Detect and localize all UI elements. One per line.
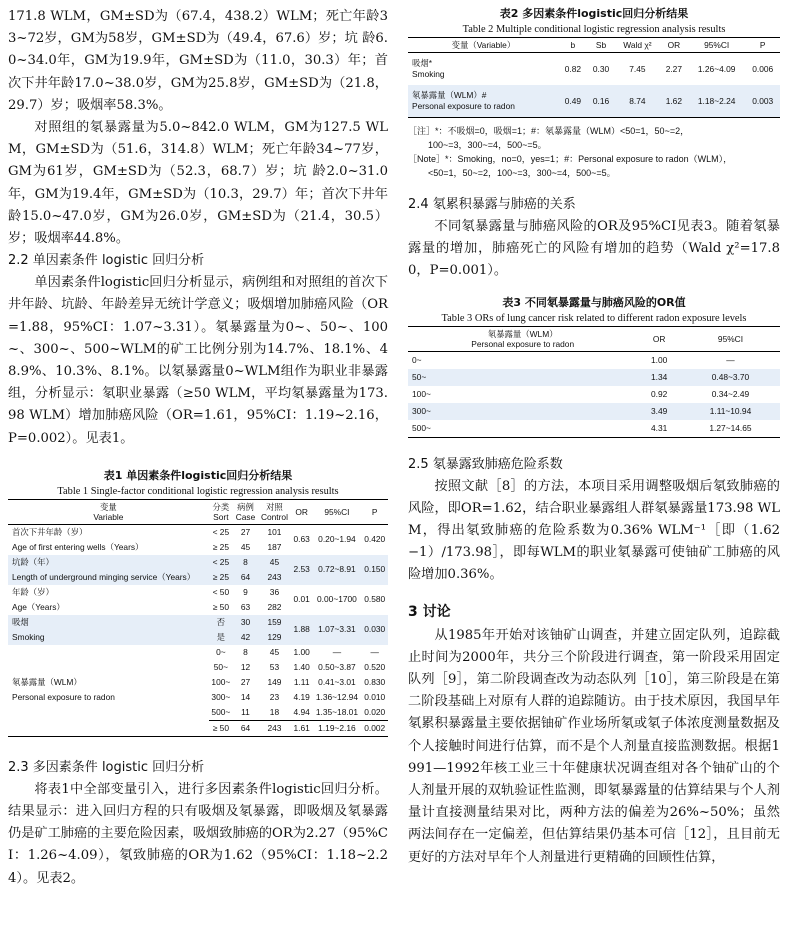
table3-caption-en: Table 3 ORs of lung cancer risk related to different radon exposure levels xyxy=(441,312,747,324)
p-cell: 0.580 xyxy=(364,594,386,605)
level-cell: 100~ xyxy=(412,388,431,399)
variable-cell: 坑龄（年） Length of underground minging service（Years） xyxy=(8,555,209,585)
table1-caption-cn: 表1 单因素条件logistic回归分析结果 xyxy=(103,468,293,482)
or-cell: 0.63 xyxy=(293,534,310,545)
table2-note-cn: ［注］*：不吸烟=0，吸烟=1；#：氡暴露量（WLM）<50=1，50~=2， xyxy=(408,126,690,136)
table-row xyxy=(8,645,388,660)
case-cell: 64 xyxy=(233,720,258,736)
sort-cell: 100~ xyxy=(211,676,231,687)
p-cell: 0.420 xyxy=(364,534,386,545)
ci-cell: 0.20~1.94 xyxy=(318,534,356,545)
p-cell: 0.002 xyxy=(361,720,388,736)
p-cell: 0.830 xyxy=(364,676,386,687)
right-column xyxy=(408,6,780,869)
paragraph-multi-factor: 将表1中全部变量引入，进行多因素条件logistic回归分析。结果显示：进入回归方程的只有吸烟及氡暴露，即吸烟及氡暴露仍是矿工肺癌的主要危险因素，吸烟致肺癌的OR为2.27（95%CI：1.26~4.09），氡致肺癌的OR为1.62（95%CI：1.18~2.24）。见表2。 xyxy=(8,781,388,886)
case-cell: 45 xyxy=(240,541,251,552)
variable-cell: 氡暴露量（WLM） Personal exposure to radon xyxy=(12,677,115,703)
table2-caption-cn: 表2 多因素条件logistic回归分析结果 xyxy=(499,7,689,20)
table1-header-cell: 变量 Variable xyxy=(8,499,209,524)
paragraph-radon-relation: 不同氡暴露量与肺癌风险的OR及95%CI见表3。随着氡暴露量的增加，肺癌死亡的风险有增加的趋势（Wald χ²=17.80，P=0.001）。 xyxy=(408,219,780,279)
b-cell: 0.49 xyxy=(559,85,587,118)
table1-header-cell: 分类 Sort xyxy=(209,499,233,524)
sort-cell: 是 xyxy=(209,630,233,645)
section-heading-2-3: 2.3 多因素条件 logistic 回归分析 xyxy=(8,759,205,775)
section-heading-2-4: 2.4 氡累积暴露与肺癌的关系 xyxy=(408,197,576,212)
control-cell: 129 xyxy=(258,630,291,645)
or-cell: 1.88 xyxy=(291,615,313,645)
table-row xyxy=(408,386,780,403)
paragraph-control-stats: 对照组的氡暴露量为5.0~842.0 WLM，GM为127.5 WLM，GM±SD为（51.6，314.8）WLM；死亡年龄34~77岁，GM为61岁，GM±SD为（52.3，68.7）岁；坑 龄2.0~31.0年，GM为19.4年，GM±SD为（10.3，29.7）年；首次下井年龄15.0~47.0岁，GM为26.0岁，GM±SD为（21.4，30.5）岁；吸烟率44.8%。 xyxy=(8,120,388,247)
table2 xyxy=(408,37,780,118)
sort-cell: < 50 xyxy=(212,586,230,597)
sort-cell: 300~ xyxy=(211,691,231,702)
sb-cell: 0.30 xyxy=(592,63,610,74)
ci-cell: 1.26~4.09 xyxy=(697,63,736,74)
ci-cell: 0.34~2.49 xyxy=(711,388,750,399)
paragraph-case-stats: 171.8 WLM，GM±SD为（67.4，438.2）WLM；死亡年龄33~72岁，GM为58岁，GM±SD为（49.4，67.6）岁；坑 龄6.0~34.0年，GM为19.9年，GM±SD为（11.0，30.3）年；首次下井年龄17.0~38.0岁，GM为25.8岁，GM±SD为（21.8，29.7）岁；吸烟率58.3%。 xyxy=(8,9,388,113)
or-cell: 2.53 xyxy=(291,555,313,585)
control-cell: 53 xyxy=(269,661,280,672)
or-cell: 1.11 xyxy=(293,676,310,687)
control-cell: 243 xyxy=(258,720,291,736)
left-column xyxy=(8,6,388,890)
control-cell: 243 xyxy=(258,570,291,585)
paragraph-single-factor: 单因素条件logistic回归分析显示，病例组和对照组的首次下井年龄、坑龄、年龄差异无统计学意义；吸烟增加肺癌风险（OR=1.88，95%CI：1.07~3.31）。氡暴露量为0~、50~、100~、300~、500~WLM的矿工比例分别为14.7%、18.1%、48.9%、10.3%、8.1%。以氡暴露量0~WLM组作为职业非暴露组，分析显示：氡职业暴露（≥50 WLM，平均氡暴露量为173.98 WLM）增加肺癌风险（OR=1.61，95%CI：1.19~2.16，P=0.002）。见表1。 xyxy=(8,275,388,446)
table3 xyxy=(408,326,780,438)
level-cell: 50~ xyxy=(408,369,637,386)
b-cell: 0.82 xyxy=(564,63,582,74)
table-row xyxy=(8,555,388,570)
or-cell: 1.62 xyxy=(660,85,688,118)
case-cell: 14 xyxy=(240,691,251,702)
table2-header-cell: Sb xyxy=(587,38,615,53)
table-row xyxy=(8,524,388,540)
or-cell: 0.01 xyxy=(293,594,310,605)
table1-header-cell: 病例 Case xyxy=(233,499,258,524)
sort-cell: 否 xyxy=(209,615,233,630)
sort-cell: ≥ 25 xyxy=(209,570,233,585)
p-cell: 0.010 xyxy=(364,691,386,702)
sort-cell: 0~ xyxy=(216,646,226,657)
table2-note-en-cont: <50=1，50~=2，100~=3，300~=4，500~=5。 xyxy=(428,168,616,178)
sort-cell: 500~ xyxy=(211,706,231,717)
case-cell: 27 xyxy=(240,526,251,537)
table1-header-cell: OR xyxy=(291,499,313,524)
or-cell: 4.94 xyxy=(293,706,310,717)
ci-cell: — xyxy=(332,646,342,657)
case-cell: 63 xyxy=(240,601,251,612)
section-heading-2-5: 2.5 氡暴露致肺癌危险系数 xyxy=(408,456,563,472)
table1 xyxy=(8,499,388,737)
sb-cell: 0.16 xyxy=(587,85,615,118)
sort-cell: ≥ 50 xyxy=(212,601,229,612)
table2-note-cn-cont: 100~=3，300~=4，500~=5。 xyxy=(428,140,547,150)
sort-cell: ≥ 25 xyxy=(212,541,229,552)
p-cell: 0.020 xyxy=(364,706,386,717)
paragraph-risk-coefficient: 按照文献［8］的方法，本项目采用调整吸烟后氡致肺癌的风险，即OR=1.62，结合职业暴露组人群氡暴露量173.98 WLM，得出氡致肺癌的危险系数为0.36% WLM⁻¹［即（1.62−1）/173.98］，即每WLM的职业氡暴露可使铀矿工肺癌的风险增加0.36%。 xyxy=(408,478,780,583)
or-cell: 4.19 xyxy=(293,691,310,702)
table-row xyxy=(408,351,780,369)
or-cell: 0.92 xyxy=(651,388,668,399)
variable-cell: 吸烟 Smoking xyxy=(8,615,209,645)
table-row xyxy=(408,85,780,118)
table2-header-row xyxy=(408,38,780,53)
case-cell: 27 xyxy=(240,676,251,687)
ci-cell: 1.35~18.01 xyxy=(315,706,358,717)
table3-header-cell: OR xyxy=(637,326,681,351)
table2-caption-en: Table 2 Multiple conditional logistic regression analysis results xyxy=(462,24,726,35)
control-cell: 101 xyxy=(267,526,282,537)
control-cell: 18 xyxy=(269,706,280,717)
level-cell: 0~ xyxy=(412,354,422,365)
control-cell: 23 xyxy=(269,691,280,702)
p-cell: 0.006 xyxy=(752,63,774,74)
table-row xyxy=(408,369,780,386)
level-cell: 300~ xyxy=(408,403,637,420)
variable-cell: 吸烟* Smoking xyxy=(412,58,445,79)
table3-header-cell: 氡暴露量（WLM） Personal exposure to radon xyxy=(408,326,637,351)
table1-header-cell: P xyxy=(361,499,388,524)
control-cell: 45 xyxy=(258,555,291,570)
table2-header-cell: P xyxy=(745,38,780,53)
ci-cell: 1.11~10.94 xyxy=(681,403,780,420)
table1-caption-en: Table 1 Single-factor conditional logistic regression analysis results xyxy=(57,485,339,497)
ci-cell: 0.48~3.70 xyxy=(681,369,780,386)
case-cell: 11 xyxy=(241,706,250,717)
control-cell: 45 xyxy=(269,646,280,657)
table1-header-cell: 对照 Control xyxy=(258,499,291,524)
case-cell: 30 xyxy=(233,615,258,630)
wald-cell: 8.74 xyxy=(615,85,660,118)
table2-header-cell: OR xyxy=(660,38,688,53)
level-cell: 500~ xyxy=(412,422,431,433)
table3-caption-cn: 表3 不同氡暴露量与肺癌风险的OR值 xyxy=(502,295,686,309)
ci-cell: 0.50~3.87 xyxy=(318,661,356,672)
p-cell: 0.150 xyxy=(361,555,388,585)
or-cell: 1.00 xyxy=(293,646,310,657)
section-heading-2-2: 2.2 单因素条件 logistic 回归分析 xyxy=(8,253,205,269)
table2-note-en: ［Note］*：Smoking，no=0，yes=1；#：Personal exposure to radon（WLM）， xyxy=(408,154,733,164)
table2-header-cell: Wald χ² xyxy=(615,38,660,53)
table3-header-row xyxy=(408,326,780,351)
ci-cell: — xyxy=(726,354,735,365)
case-cell: 8 xyxy=(233,555,258,570)
paragraph-discussion: 从1985年开始对该铀矿山调查，并建立固定队列，追踪截止时间为2000年，共分三个阶段进行调查，第一阶段采用固定队列［9］，第二阶段调查改为动态队列［10］，第三阶段是在第二阶段基础上对原有人群的追踪随访。由于技术原因，我国早年氡累积暴露量主要依据铀矿作业场所氡或氡子体浓度测量数据及个人接触时间进行估算，而不是个人剂量直接监测数据。根据1991—1992年核工业三十年健康状况调查组对各个铀矿山的个人剂量开展的双轨验证性监测，即氡暴露量的估算结果与个人剂量计直接测量结果对比，两种方法的偏差为26%~50%；虽然两法间存在一定偏差，但估算结果仍基本可信［12］，且目前无更好的方法对早年个人剂量进行更精确的回顾性估算， xyxy=(408,627,780,865)
ci-cell: 1.27~14.65 xyxy=(709,422,752,433)
control-cell: 36 xyxy=(269,586,280,597)
ci-cell: 1.18~2.24 xyxy=(688,85,745,118)
section-heading-3: 3 讨论 xyxy=(408,603,451,620)
ci-cell: 1.19~2.16 xyxy=(312,720,361,736)
control-cell: 159 xyxy=(258,615,291,630)
table3-header-cell: 95%CI xyxy=(681,326,780,351)
table-row xyxy=(408,420,780,438)
control-cell: 187 xyxy=(267,541,282,552)
sort-cell: < 25 xyxy=(209,555,233,570)
case-cell: 8 xyxy=(243,646,248,657)
sort-cell: < 25 xyxy=(212,526,230,537)
table-row xyxy=(408,403,780,420)
or-cell: 1.40 xyxy=(293,661,310,672)
case-cell: 42 xyxy=(233,630,258,645)
control-cell: 149 xyxy=(267,676,282,687)
ci-cell: 1.07~3.31 xyxy=(312,615,361,645)
table2-header-cell: 95%CI xyxy=(688,38,745,53)
sort-cell: ≥ 50 xyxy=(209,720,233,736)
or-cell: 3.49 xyxy=(637,403,681,420)
ci-cell: 0.72~8.91 xyxy=(312,555,361,585)
case-cell: 9 xyxy=(243,586,248,597)
sort-cell: 50~ xyxy=(213,661,228,672)
or-cell: 4.31 xyxy=(651,422,668,433)
table-row xyxy=(8,615,388,630)
p-cell: 0.030 xyxy=(361,615,388,645)
control-cell: 282 xyxy=(267,601,282,612)
variable-cell: 年龄（岁） Age（Years） xyxy=(12,586,65,612)
ci-cell: 0.41~3.01 xyxy=(318,676,356,687)
or-cell: 1.34 xyxy=(637,369,681,386)
or-cell: 1.00 xyxy=(651,354,668,365)
ci-cell: 0.00~1700 xyxy=(317,594,357,605)
table1-header-cell: 95%CI xyxy=(312,499,361,524)
table1-header-row xyxy=(8,499,388,524)
case-cell: 64 xyxy=(233,570,258,585)
table-row xyxy=(408,53,780,86)
variable-cell: 首次下井年龄（岁） Age of first entering wells（Years） xyxy=(12,526,144,552)
p-cell: 0.520 xyxy=(364,661,386,672)
table-row xyxy=(8,585,388,600)
variable-cell: 氡暴露量（WLM）# Personal exposure to radon xyxy=(408,85,559,118)
p-cell: 0.003 xyxy=(745,85,780,118)
or-cell: 2.27 xyxy=(665,63,682,74)
ci-cell: 1.36~12.94 xyxy=(315,691,358,702)
p-cell: — xyxy=(370,646,379,657)
case-cell: 12 xyxy=(240,661,251,672)
table2-header-cell: b xyxy=(559,38,587,53)
wald-cell: 7.45 xyxy=(629,63,646,74)
or-cell: 1.61 xyxy=(291,720,313,736)
table2-header-cell: 变量（Variable） xyxy=(408,38,559,53)
